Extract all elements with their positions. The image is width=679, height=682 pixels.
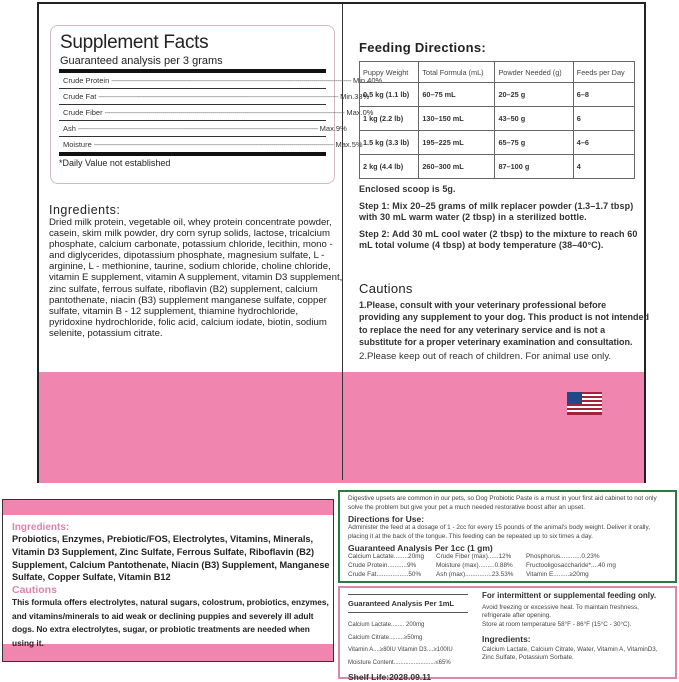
ingredients-text: Dried milk protein, vegetable oil, whey protein concentrate powder, casein, skim milk powder, dry corn syrup solids, lactose, tricalcium phosphate, calcium carbonate, potassium chloride, lecithin, mono - and diglycerides, dipotassium phosphate, magnesium sulfate, L - arginine, L - methionine, taurine, sodium chloride, choline chloride, vitamin E supplement, vitamin A supplement, vitamin D3 supplement, zinc sulfate, ferrous sulfate, riboflavin (B2) supplement, calcium pantothenate, niacin (B3) supplement manganese sulfate, copper sulfate, vitamin B - 12 supplement, thiamine hydrochloride, pyridoxine hydrochloride, folic acid, calcium iodate, biotin, sodium selenite, potassium citrate. [49, 217, 343, 339]
dot-leader: ------------------------------------------------------------------------------------------------------------------------ [111, 76, 351, 85]
table-cell: 0.5 kg (1.1 lb) [360, 83, 419, 107]
liquid-analysis-item: Vitamin A....≥80IU Vitamin D3....≥100IU [348, 647, 453, 653]
facts-row [59, 105, 374, 121]
dot-leader: ------------------------------------------------------------------------------------------------------------------------ [98, 92, 339, 101]
liquid-analysis-item: Calcium Citrate.........≥50mg [348, 634, 423, 641]
caution-1: 1.Please, consult with your veterinary professional before providing any supplement to your dog. This product is not intended to replace the need for any veterinary service and is not a substitute for a proper veterinary examination and consultation. [359, 300, 649, 347]
cautions-section [359, 281, 649, 363]
analysis-item: Crude Fiber (max)......12% [436, 553, 512, 561]
daily-value-note: *Daily Value not established [59, 158, 171, 168]
table-cell: 1 kg (2.2 lb) [360, 107, 419, 131]
table-cell: 43–50 g [495, 107, 573, 131]
dot-leader: ------------------------------------------------------------------------------------------------------------------------ [93, 140, 334, 149]
probiotic-label [2, 499, 334, 662]
caution-2: 2.Please keep out of reach of children. For animal use only. [359, 351, 612, 363]
facts-name: Crude Fiber [63, 108, 103, 117]
scoop-note: Enclosed scoop is 5g. [359, 184, 456, 194]
facts-row [59, 121, 347, 137]
table-cell: 130–150 mL [419, 107, 495, 131]
ingredients-title: Ingredients: [49, 203, 121, 217]
feeding-title: Feeding Directions: [359, 40, 487, 55]
liquid-analysis-item: Moisture Content.........................≤65% [348, 659, 451, 666]
table-cell: 20–25 g [495, 83, 573, 107]
table-row [360, 155, 635, 179]
shelf-life: Shelf Life:2028.09.11 [348, 672, 432, 682]
table-cell: 260–300 mL [419, 155, 495, 179]
pink-band-top [3, 500, 333, 515]
liquid-ingredients-title: Ingredients: [482, 634, 531, 644]
dot-leader: ------------------------------------------------------------------------------------------------------------------------ [77, 124, 318, 133]
table-cell: 2 kg (4.4 lb) [360, 155, 419, 179]
table-cell: 4 [573, 155, 634, 179]
facts-value: Min.40% [353, 76, 383, 85]
facts-row [59, 73, 383, 89]
table-cell: 65–75 g [495, 131, 573, 155]
table-row [360, 131, 635, 155]
dot-leader: ------------------------------------------------------------------------------------------------------------------------ [104, 108, 345, 117]
feeding-table [359, 61, 635, 179]
table-header: Powder Needed (g) [495, 62, 573, 83]
us-flag-icon [567, 392, 602, 415]
table-row [360, 83, 635, 107]
storage-2: Store at room temperature 58°F - 86°F (15°C - 30°C). [482, 620, 632, 628]
facts-name: Moisture [63, 140, 92, 149]
analysis-item: Crude Protein...........9% [348, 562, 417, 570]
facts-value: Max.5% [335, 140, 363, 149]
paste-intro: Digestive upsets are common in our pets, so Dog Probiotic Paste is a must in your first aid cabinet to not only solve the problem but give your pet a much needed restorative boost after an upset. [348, 495, 657, 511]
facts-value: Min.33% [340, 92, 370, 101]
analysis-item: Phosphorus............0.23% [526, 553, 600, 561]
facts-row [59, 137, 363, 152]
analysis-title: Guaranteed Analysis Per 1cc (1 gm) [348, 543, 493, 554]
liquid-analysis-title: Guaranteed Analysis Per 1mL [348, 594, 468, 613]
feeding-directions [359, 40, 649, 252]
probiotic-cautions: This formula offers electrolytes, natural sugars, colostrum, probiotics, enzymes, and vitamins/minerals to aid weak or declining puppies and severely ill adult dogs. No extra electrolytes, sugar, or probiotic treatments are needed when using it. [12, 597, 329, 648]
analysis-item: Moisture (max).........0.88% [436, 562, 513, 570]
storage-1: Avoid freezing or excessive heat. To maintain freshness, refrigerate after opening. [482, 603, 639, 619]
table-cell: 87–100 g [495, 155, 573, 179]
facts-name: Ash [63, 124, 76, 133]
facts-name: Crude Protein [63, 76, 110, 85]
paste-label [338, 490, 677, 583]
table-cell: 195–225 mL [419, 131, 495, 155]
supplement-facts-subtitle: Guaranteed analysis per 3 grams [60, 55, 223, 67]
step-1: Step 1: Mix 20–25 grams of milk replacer powder (1.3–1.7 tbsp) with 30 mL warm water (2 tbsp) in a sterilized bottle. [359, 200, 634, 223]
table-cell: 4–6 [573, 131, 634, 155]
milk-replacer-label-panel [37, 2, 649, 483]
step-2: Step 2: Add 30 mL cool water (2 tbsp) to the mixture to reach 60 mL total volume (4 tbsp) at body temperature (38–40°C). [359, 228, 638, 251]
divider [59, 152, 326, 156]
supplement-facts-title: Supplement Facts [60, 32, 209, 53]
facts-name: Crude Fat [63, 92, 97, 101]
analysis-item: Ash (max)...............23.53% [436, 570, 514, 578]
facts-value: Max.9% [319, 124, 347, 133]
table-cell: 1.5 kg (3.3 lb) [360, 131, 419, 155]
directions-text: Administer the feed at a dosage of 1 - 2cc for every 15 pounds of the animal's body weight. Deliver it orally, placing it at the back of the tongue. This feeding can be repeated up to six times a day. [348, 524, 650, 540]
analysis-grid [348, 553, 667, 579]
analysis-item: Fructooligosaccharide*....40 mg [526, 562, 616, 570]
table-cell: 6–8 [573, 83, 634, 107]
analysis-item: Calcium Lactate........20mg [348, 553, 425, 561]
table-row [360, 107, 635, 131]
liquid-analysis-item: Calcium Lactate........ 200mg [348, 622, 425, 628]
facts-row [59, 89, 370, 105]
probiotic-ingredients-title: Ingredients: [12, 522, 70, 533]
table-header: Total Formula (mL) [419, 62, 495, 83]
table-header: Feeds per Day [573, 62, 634, 83]
table-cell: 6 [573, 107, 634, 131]
cautions-title: Cautions [359, 281, 413, 296]
table-cell: 60–75 mL [419, 83, 495, 107]
liquid-analysis-list [348, 619, 468, 669]
supplement-facts-rows [59, 73, 383, 152]
liquid-ingredients: Calcium Lactate, Calcium Citrate, Water, Vitamin A, VitaminD3, Zinc Sulfate, Potassium Sorbate. [482, 645, 658, 661]
table-header: Puppy Weight [360, 62, 419, 83]
facts-value: Max.0% [346, 108, 374, 117]
analysis-item: Crude Fat..................50% [348, 570, 422, 578]
supplement-facts-box [50, 25, 383, 184]
feeding-note: For intermittent or supplemental feeding only. [482, 591, 657, 600]
liquid-label [338, 586, 677, 682]
ingredients-section [49, 203, 344, 339]
probiotic-cautions-title: Cautions [12, 584, 57, 597]
probiotic-ingredients: Probiotics, Enzymes, Prebiotic/FOS, Electrolytes, Vitamins, Minerals, Vitamin D3 Supplement, Zinc Sulfate, Ferrous Sulfate, Riboflavin (B2) Supplement, Calcium Pantothenate, Niacin (B3) Supplement, Manganese Sulfate, Copper Sulfate, Vitamin B12 [12, 534, 330, 583]
directions-title: Directions for Use: [348, 514, 425, 525]
analysis-item: Vitamin E.........≥20mg [526, 570, 589, 578]
